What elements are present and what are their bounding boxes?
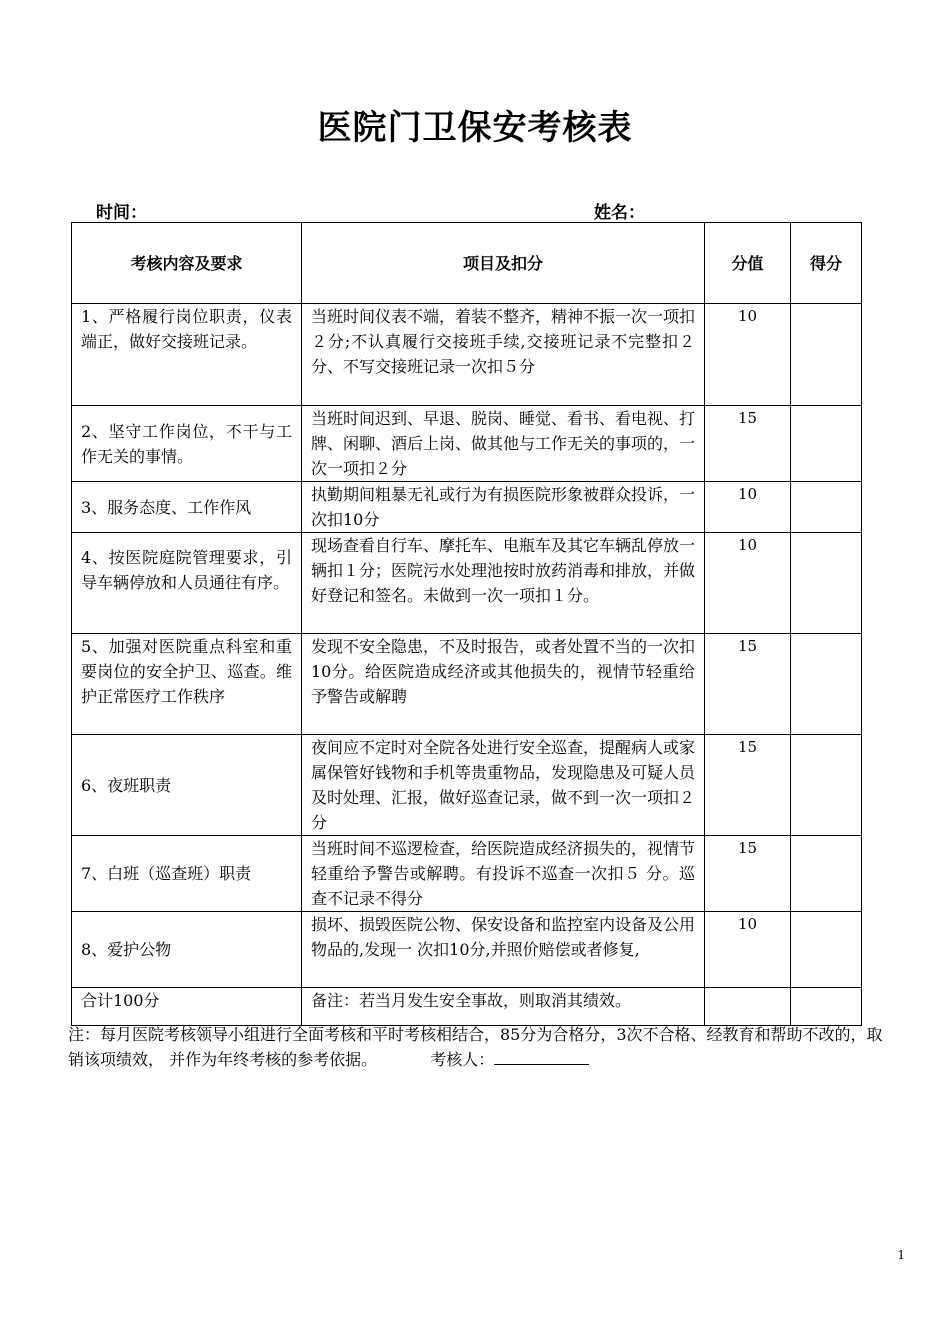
got-score-cell[interactable] xyxy=(791,836,862,912)
table-header-row xyxy=(72,223,862,304)
total-score-cell xyxy=(705,988,791,1026)
requirement-cell: 4、按医院庭院管理要求，引导车辆停放和人员通往有序。 xyxy=(72,533,302,634)
deduction-cell: 发现不安全隐患，不及时报告，或者处置不当的一次扣10分。给医院造成经济或其他损失的，视情节轻重给予警告或解聘 xyxy=(302,634,705,735)
table-row xyxy=(72,836,862,912)
deduction-cell: 当班时间不巡逻检查，给医院造成经济损失的，视情节轻重给予警告或解聘。有投诉不巡查一次扣５ 分。巡查不记录不得分 xyxy=(302,836,705,912)
table-row xyxy=(72,634,862,735)
signer-blank[interactable] xyxy=(494,1048,589,1065)
time-label: 时间： xyxy=(96,203,147,223)
deduction-cell: 当班时间迟到、早退、脱岗、睡觉、看书、看电视、打牌、闲聊、酒后上岗、做其他与工作无关的事项的，一次一项扣２分 xyxy=(302,406,705,482)
got-score-cell[interactable] xyxy=(791,406,862,482)
got-score-cell[interactable] xyxy=(791,533,862,634)
got-score-cell[interactable] xyxy=(791,482,862,533)
total-got-cell[interactable] xyxy=(791,988,862,1026)
score-cell: 10 xyxy=(705,304,791,406)
requirement-cell: 3、服务态度、工作作风 xyxy=(72,482,302,533)
requirement-cell: 2、坚守工作岗位，不干与工作无关的事情。 xyxy=(72,406,302,482)
table-row xyxy=(72,912,862,988)
signer-label: 考核人： xyxy=(430,1050,495,1069)
deduction-cell: 损坏、损毁医院公物、保安设备和监控室内设备及公用物品的,发现一 次扣10分,并照价赔偿或者修复, xyxy=(302,912,705,988)
table-row xyxy=(72,406,862,482)
requirement-cell: 1、严格履行岗位职责，仪表端正，做好交接班记录。 xyxy=(72,304,302,406)
footnote xyxy=(68,1022,894,1072)
requirement-cell: 7、白班（巡查班）职责 xyxy=(72,836,302,912)
requirement-cell: 5、加强对医院重点科室和重要岗位的安全护卫、巡查。维护正常医疗工作秩序 xyxy=(72,634,302,735)
score-cell: 10 xyxy=(705,482,791,533)
score-cell: 15 xyxy=(705,634,791,735)
got-score-cell[interactable] xyxy=(791,735,862,836)
got-score-cell[interactable] xyxy=(791,912,862,988)
score-cell: 15 xyxy=(705,406,791,482)
requirement-cell: 6、夜班职责 xyxy=(72,735,302,836)
footnote-text: 注：每月医院考核领导小组进行全面考核和平时考核相结合，85分为合格分，3次不合格、经教育和帮助不改的，取销该项绩效， 并作为年终考核的参考依据。 xyxy=(68,1025,883,1069)
header-got: 得分 xyxy=(791,223,862,304)
document-title: 医院门卫保安考核表 xyxy=(317,108,633,148)
score-cell: 15 xyxy=(705,735,791,836)
score-cell: 10 xyxy=(705,533,791,634)
deduction-cell: 夜间应不定时对全院各处进行安全巡查，提醒病人或家属保管好钱物和手机等贵重物品，发现隐患及可疑人员及时处理、汇报，做好巡查记录，做不到一次一项扣２分 xyxy=(302,735,705,836)
name-label: 姓名： xyxy=(594,203,645,223)
deduction-cell: 当班时间仪表不端，着装不整齐，精神不振一次一项扣２分;不认真履行交接班手续,交接班记录不完整扣２分、不写交接班记录一次扣５分 xyxy=(302,304,705,406)
got-score-cell[interactable] xyxy=(791,304,862,406)
page-number: 1 xyxy=(897,1248,905,1262)
table-row xyxy=(72,533,862,634)
table-row xyxy=(72,735,862,836)
remark-cell: 备注：若当月发生安全事故，则取消其绩效。 xyxy=(302,988,705,1026)
table-row xyxy=(72,482,862,533)
table-row xyxy=(72,304,862,406)
header-requirement: 考核内容及要求 xyxy=(72,223,302,304)
header-score: 分值 xyxy=(705,223,791,304)
total-row xyxy=(72,988,862,1026)
assessment-table xyxy=(71,222,862,1026)
deduction-cell: 现场查看自行车、摩托车、电瓶车及其它车辆乱停放一辆扣１分；医院污水处理池按时放药消毒和排放，并做好登记和签名。未做到一次一项扣１分。 xyxy=(302,533,705,634)
score-cell: 15 xyxy=(705,836,791,912)
total-label: 合计100分 xyxy=(72,988,302,1026)
header-deduction: 项目及扣分 xyxy=(302,223,705,304)
deduction-cell: 执勤期间粗暴无礼或行为有损医院形象被群众投诉，一次扣10分 xyxy=(302,482,705,533)
score-cell: 10 xyxy=(705,912,791,988)
got-score-cell[interactable] xyxy=(791,634,862,735)
requirement-cell: 8、爱护公物 xyxy=(72,912,302,988)
